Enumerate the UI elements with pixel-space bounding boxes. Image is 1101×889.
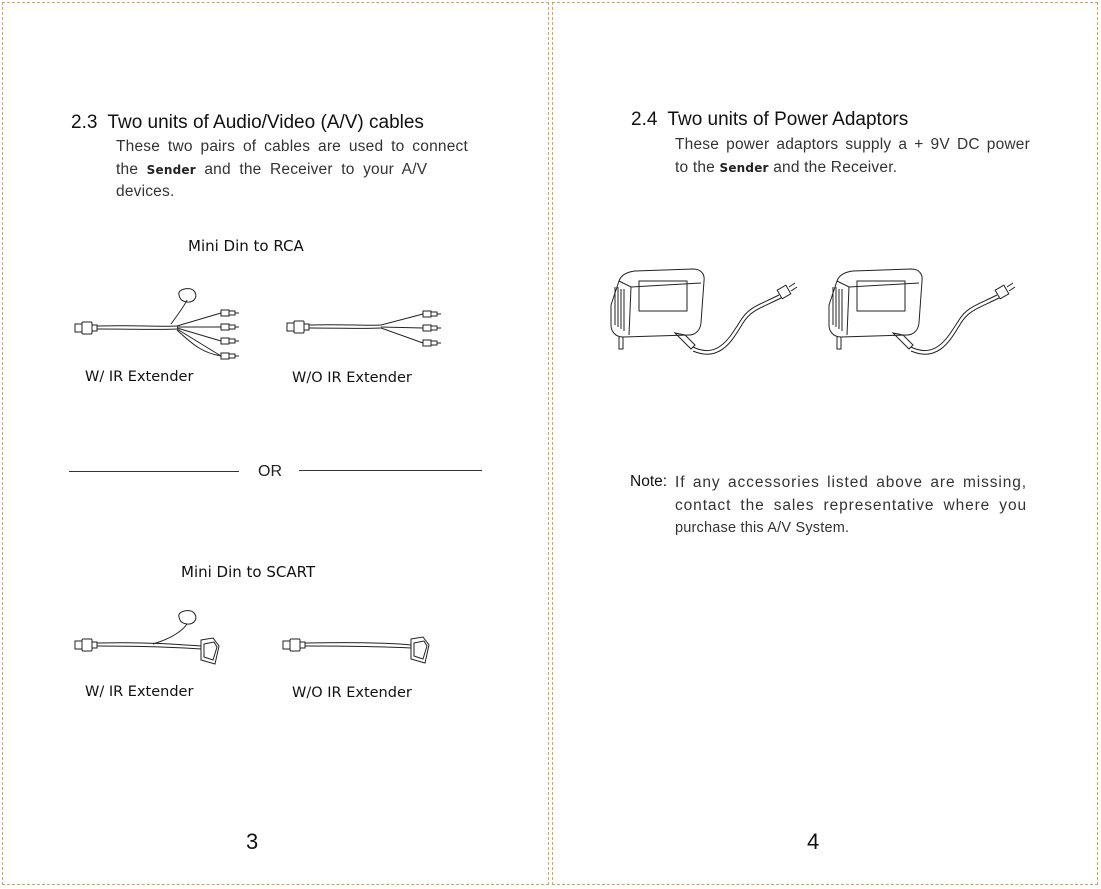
caption-rca-without-ir: W/O IR Extender — [292, 370, 412, 386]
right-page — [552, 2, 1098, 885]
section-intro — [116, 136, 468, 204]
section-heading-2-4 — [631, 109, 908, 131]
divider-left — [69, 471, 239, 472]
intro-line-2-text: and the Receiver to your A/V — [204, 160, 428, 178]
section-number: 2.4 — [631, 109, 658, 130]
page-number-4: 4 — [807, 829, 820, 854]
group-title-scart: Mini Din to SCART — [181, 563, 316, 581]
caption-scart-without-ir: W/O IR Extender — [292, 685, 412, 701]
section-intro — [675, 134, 1030, 179]
caption-rca-with-ir: W/ IR Extender — [85, 369, 194, 385]
note-line-2: contact the sales representative where you — [675, 496, 1027, 514]
intro-line-1: These two pairs of cables are used to connect — [116, 138, 468, 155]
sender-word: Sender — [719, 160, 769, 175]
intro-line-3: devices. — [116, 183, 175, 200]
intro-prefix: to the — [675, 158, 715, 176]
note-label: Note: — [630, 473, 668, 490]
power-adaptor-illustration-1 — [609, 265, 799, 365]
note-line-3: purchase this A/V System. — [675, 520, 850, 536]
power-adaptor-illustration-2 — [827, 265, 1017, 365]
divider-right — [299, 470, 482, 471]
intro-line-2 — [116, 159, 468, 182]
section-number: 2.3 — [71, 112, 98, 133]
rca-cable-with-ir-illustration — [73, 285, 243, 369]
rca-cable-without-ir-illustration — [285, 303, 445, 353]
section-title: Two units of Audio/Video (A/V) cables — [107, 112, 424, 133]
sender-word: Sender — [146, 162, 196, 177]
scart-cable-with-ir-illustration — [73, 608, 223, 673]
divider-or-text: OR — [258, 463, 282, 480]
intro-line-1: These power adaptors supply a + 9V DC power — [675, 136, 1030, 153]
section-title: Two units of Power Adaptors — [667, 109, 909, 130]
scart-cable-without-ir-illustration — [281, 623, 451, 673]
note-text — [675, 472, 1027, 540]
intro-suffix: and the Receiver. — [773, 158, 898, 176]
section-heading-2-3 — [71, 112, 424, 134]
page-number-3: 3 — [246, 829, 259, 854]
intro-prefix: the — [116, 160, 139, 178]
note-line-1: If any accessories listed above are missing, — [675, 474, 1027, 491]
caption-scart-with-ir: W/ IR Extender — [85, 684, 194, 700]
left-page — [2, 2, 549, 885]
intro-line-2 — [675, 157, 1030, 180]
group-title-rca: Mini Din to RCA — [188, 237, 304, 255]
